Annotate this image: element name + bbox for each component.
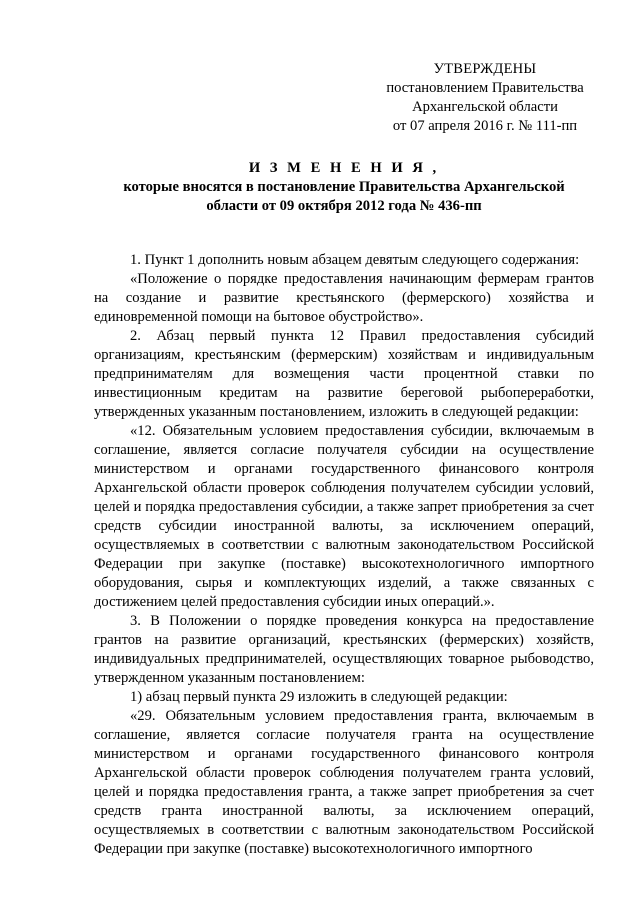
approval-heading: УТВЕРЖДЕНЫ: [433, 61, 537, 77]
approval-date-line: от 07 апреля 2016 г. № 111-пп: [392, 118, 578, 134]
title-subtitle-line: которые вносятся в постановление Правительства Архангельской: [123, 179, 565, 195]
paragraph-quote-1: «Положение о порядке предоставления начинающим фермерам грантов на создание и развитие крестьянского (фермерского) хозяйства и единовременной помощи на бытовое обустройство».: [94, 271, 594, 325]
title-main: И З М Е Н Е Н И Я ,: [248, 160, 440, 176]
title-subtitle-line: области от 09 октября 2012 года № 436-пп: [206, 198, 482, 214]
paragraph-3-subitem-1: 1) абзац первый пункта 29 изложить в следующей редакции:: [130, 689, 508, 705]
paragraph-1: 1. Пункт 1 дополнить новым абзацем девятым следующего содержания:: [130, 252, 580, 268]
paragraph-quote-29: «29. Обязательным условием предоставления гранта, включаемым в соглашение, является согласие получателя гранта на осуществление министерством и органами государственного финансового контроля Архангельской области проверок соблюдения получателем гранта условий, целей и порядка предоставления гранта, а также запрет приобретения за счет средств гранта иностранной валюты, за исключением операций, осуществляемых в соответствии с валютным законодательством Российской Федерации при закупке (поставке) высокотехнологичного импортного: [94, 708, 594, 857]
approval-line: Архангельской области: [412, 99, 558, 115]
paragraph-2: 2. Абзац первый пункта 12 Правил предоставления субсидий организациям, крестьянским (фермерским) хозяйствам и индивидуальным предпринимателям для возмещения части процентной ставки по инвестиционным кредитам на развитие береговой рыбопереработки, утвержденных указанным постановлением, изложить в следующей редакции:: [94, 328, 594, 420]
approval-line: постановлением Правительства: [386, 80, 584, 96]
paragraph-3: 3. В Положении о порядке проведения конкурса на предоставление грантов на развитие организаций, крестьянских (фермерских) хозяйств, индивидуальных предпринимателей, осуществляющих товарное рыбоводство, утвержденном указанным постановлением:: [94, 613, 594, 686]
document-body: [94, 251, 594, 859]
approval-block: [360, 60, 610, 136]
document-title: [94, 159, 594, 216]
paragraph-quote-12: «12. Обязательным условием предоставления субсидии, включаемым в соглашение, является согласие получателя субсидии на осуществление министерством и органами государственного финансового контроля Архангельской области проверок соблюдения получателем субсидии условий, целей и порядка предоставления субсидии, а также запрет приобретения за счет средств субсидии иностранной валюты, за исключением операций, осуществляемых в соответствии с валютным законодательством Российской Федерации при закупке (поставке) высокотехнологичного импортного оборудования, сырья и комплектующих изделий, а также связанных с достижением целей предоставления субсидии иных операций.».: [94, 423, 594, 610]
